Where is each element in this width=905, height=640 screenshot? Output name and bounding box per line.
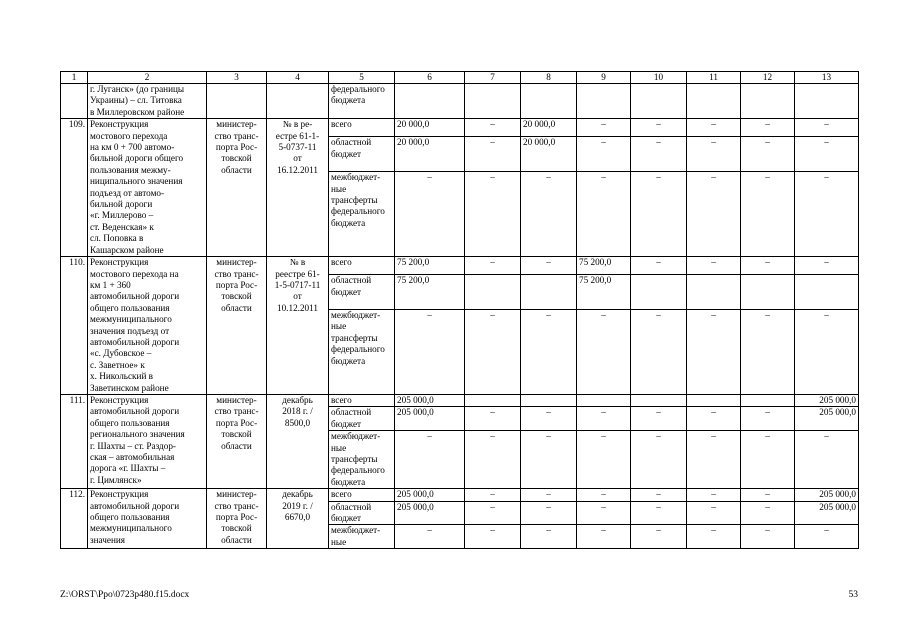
value-cell: –: [577, 525, 631, 549]
value-cell: –: [577, 407, 631, 431]
text-line: ные: [331, 183, 347, 194]
text-line: 16.12.2011: [276, 164, 318, 175]
value-cell: [741, 394, 795, 406]
value-cell: –: [687, 119, 741, 137]
text-line: межбюджет-: [331, 172, 381, 183]
column-header-2: 2: [88, 72, 207, 84]
value-cell: –: [577, 172, 631, 257]
text-line: ные: [331, 321, 347, 332]
text-line: федерального: [331, 344, 385, 355]
value-cell: –: [795, 525, 859, 549]
value-cell: 20 000,0: [395, 119, 465, 137]
value-cell: –: [521, 525, 577, 549]
value-cell: –: [795, 172, 859, 257]
organization-cell: [207, 84, 267, 119]
value-cell: [687, 275, 741, 310]
value-cell: 205 000,0: [395, 501, 465, 525]
text-line: порта Рос-: [215, 512, 258, 523]
text-line: общего пользования: [90, 302, 170, 313]
text-line: федерального: [331, 465, 385, 476]
text-line: Заветинском районе: [90, 382, 169, 393]
value-cell: –: [577, 137, 631, 172]
value-cell: –: [465, 407, 521, 431]
value-cell: –: [465, 172, 521, 257]
value-cell: [521, 394, 577, 406]
text-line: товской: [221, 523, 252, 534]
table-row: [61, 394, 859, 406]
value-cell: –: [521, 257, 577, 275]
program-table: [60, 71, 859, 549]
text-line: автомобильной дороги: [90, 406, 180, 417]
text-line: бюджета: [331, 355, 366, 366]
value-cell: –: [465, 310, 521, 395]
value-cell: –: [741, 431, 795, 489]
text-line: пользования межму-: [90, 164, 171, 175]
text-line: министер-: [216, 119, 257, 130]
value-cell: –: [741, 489, 795, 501]
value-cell: –: [631, 310, 687, 395]
document-cell: [267, 489, 329, 549]
column-header-4: 4: [267, 72, 329, 84]
value-cell: [577, 394, 631, 406]
table-row: [61, 257, 859, 275]
column-header-12: 12: [741, 72, 795, 84]
text-line: ство транс-: [214, 500, 259, 511]
text-line: № в ре-: [282, 119, 313, 130]
value-cell: 75 200,0: [577, 275, 631, 310]
value-cell: –: [687, 257, 741, 275]
column-header-7: 7: [465, 72, 521, 84]
row-number: 109.: [61, 119, 88, 257]
funding-source-cell: [329, 310, 395, 395]
value-cell: –: [631, 431, 687, 489]
value-cell: –: [687, 407, 741, 431]
text-line: Украины) – сл. Титовка: [90, 95, 182, 106]
value-cell: –: [465, 119, 521, 137]
value-cell: [741, 275, 795, 310]
text-line: 2019 г. /: [282, 500, 313, 511]
organization-cell: [207, 119, 267, 257]
column-header-10: 10: [631, 72, 687, 84]
value-cell: –: [395, 525, 465, 549]
value-cell: [465, 275, 521, 310]
organization-cell: [207, 257, 267, 395]
text-line: бюджет: [331, 513, 362, 524]
column-header-11: 11: [687, 72, 741, 84]
organization-cell: [207, 394, 267, 488]
column-header-5: 5: [329, 72, 395, 84]
value-cell: –: [395, 310, 465, 395]
value-cell: –: [577, 310, 631, 395]
text-line: трансферты: [331, 332, 378, 343]
funding-source-cell: [329, 119, 395, 137]
document-cell: [267, 257, 329, 395]
value-cell: –: [795, 431, 859, 489]
text-line: министер-: [216, 257, 257, 268]
row-number: 110.: [61, 257, 88, 395]
text-line: в Миллеровском районе: [90, 106, 185, 117]
text-line: межмуниципального: [90, 523, 172, 534]
funding-source-cell: [329, 137, 395, 172]
value-cell: –: [631, 407, 687, 431]
text-line: регионального значения: [90, 429, 185, 440]
value-cell: [465, 84, 521, 119]
value-cell: –: [795, 119, 859, 137]
value-cell: 205 000,0: [395, 489, 465, 501]
value-cell: [521, 275, 577, 310]
text-line: министер-: [216, 489, 257, 500]
value-cell: –: [521, 407, 577, 431]
value-cell: 205 000,0: [795, 407, 859, 431]
text-line: ство транс-: [214, 406, 259, 417]
text-line: г. Луганск» (до границы: [90, 84, 185, 94]
text-line: ст. Веденская» к: [90, 221, 154, 232]
value-cell: –: [465, 525, 521, 549]
document-cell: [267, 119, 329, 257]
value-cell: –: [465, 431, 521, 489]
value-cell: –: [687, 489, 741, 501]
text-line: области: [221, 440, 252, 451]
value-cell: –: [395, 172, 465, 257]
funding-source-cell: [329, 84, 395, 119]
funding-source-cell: [329, 431, 395, 489]
text-line: с. Заветное» к: [90, 359, 145, 370]
value-cell: –: [631, 119, 687, 137]
page-number: 53: [848, 590, 858, 600]
text-line: межбюджет-: [331, 525, 381, 536]
object-name-cell: [88, 84, 207, 119]
row-number: [61, 84, 88, 119]
value-cell: [395, 84, 465, 119]
funding-source-cell: [329, 257, 395, 275]
object-name-cell: [88, 489, 207, 549]
document-cell: [267, 394, 329, 488]
text-line: мостового перехода: [90, 130, 168, 141]
value-cell: 205 000,0: [795, 489, 859, 501]
value-cell: 205 000,0: [795, 501, 859, 525]
text-line: декабрь: [282, 394, 313, 405]
text-line: значения: [90, 534, 126, 545]
value-cell: –: [577, 501, 631, 525]
text-line: № в: [289, 257, 306, 268]
value-cell: 205 000,0: [395, 407, 465, 431]
text-line: трансферты: [331, 195, 378, 205]
header-row: [61, 72, 859, 84]
text-line: ство транс-: [214, 268, 259, 279]
text-line: бильной дороги: [90, 199, 153, 210]
text-line: от: [293, 153, 302, 164]
value-cell: –: [631, 525, 687, 549]
text-line: Реконструкция: [90, 394, 149, 405]
value-cell: –: [631, 501, 687, 525]
value-cell: –: [687, 310, 741, 395]
value-cell: –: [577, 489, 631, 501]
value-cell: [631, 394, 687, 406]
text-line: автомобильной дороги: [90, 336, 180, 347]
value-cell: –: [521, 310, 577, 395]
value-cell: –: [741, 119, 795, 137]
text-line: бильной дороги общего: [90, 153, 184, 164]
value-cell: [577, 84, 631, 119]
continuation-row: [61, 84, 859, 119]
value-cell: –: [741, 407, 795, 431]
text-line: ные: [331, 442, 347, 453]
funding-source-cell: [329, 489, 395, 501]
column-header-1: 1: [61, 72, 88, 84]
value-cell: –: [521, 172, 577, 257]
value-cell: –: [521, 489, 577, 501]
text-line: Реконструкция: [90, 257, 149, 268]
value-cell: [687, 394, 741, 406]
text-line: товской: [221, 429, 252, 440]
object-name-cell: [88, 257, 207, 395]
text-line: Реконструкция: [90, 489, 149, 500]
value-cell: –: [631, 489, 687, 501]
text-line: межмуниципального: [90, 314, 172, 325]
text-line: «с. Дубовское –: [90, 348, 152, 359]
value-cell: 75 200,0: [577, 257, 631, 275]
text-line: подъезд от автомо-: [90, 187, 165, 198]
object-name-cell: [88, 119, 207, 257]
text-line: товской: [221, 291, 252, 302]
value-cell: 205 000,0: [395, 394, 465, 406]
text-line: области: [221, 534, 252, 545]
value-cell: –: [687, 525, 741, 549]
value-cell: –: [687, 172, 741, 257]
value-cell: [687, 84, 741, 119]
funding-source-cell: [329, 407, 395, 431]
text-line: 6670,0: [284, 512, 311, 523]
value-cell: –: [631, 257, 687, 275]
funding-source-cell: [329, 275, 395, 310]
row-number: 111.: [61, 394, 88, 488]
value-cell: –: [795, 310, 859, 395]
text-line: реестре 61-: [275, 268, 320, 279]
value-cell: [631, 84, 687, 119]
value-cell: –: [741, 257, 795, 275]
text-line: федерального: [331, 206, 385, 217]
text-line: товской: [221, 153, 252, 164]
text-line: автомобильной дороги: [90, 500, 180, 511]
text-line: значения подъезд от: [90, 325, 170, 336]
text-line: г. Цимлянск»: [90, 474, 142, 485]
text-line: всего: [331, 394, 352, 405]
document-cell: [267, 84, 329, 119]
text-line: общего пользования: [90, 417, 170, 428]
text-line: бюджет: [331, 286, 362, 297]
text-line: министер-: [216, 394, 257, 405]
text-line: 10.12.2011: [276, 302, 318, 313]
text-line: сл. Поповка в: [90, 233, 144, 244]
value-cell: [795, 275, 859, 310]
text-line: всего: [331, 489, 352, 500]
text-line: 2018 г. /: [282, 406, 313, 417]
text-line: 1-5-0717-11: [274, 279, 321, 290]
value-cell: 205 000,0: [795, 394, 859, 406]
value-cell: [521, 84, 577, 119]
value-cell: –: [687, 431, 741, 489]
row-number: 112.: [61, 489, 88, 549]
text-line: г. Шахты – ст. Раздор-: [90, 440, 176, 451]
text-line: трансферты: [331, 454, 378, 464]
text-line: областной: [331, 407, 372, 418]
text-line: порта Рос-: [215, 417, 258, 428]
value-cell: –: [465, 257, 521, 275]
text-line: всего: [331, 257, 352, 268]
value-cell: –: [577, 119, 631, 137]
text-line: х. Никольский в: [90, 371, 153, 382]
text-line: 5-0737-11: [278, 142, 317, 153]
value-cell: 75 200,0: [395, 275, 465, 310]
value-cell: –: [687, 137, 741, 172]
file-path: Z:\ORST\Ppo\0723p480.f15.docx: [60, 590, 190, 600]
text-line: ные: [331, 536, 347, 547]
funding-source-cell: [329, 394, 395, 406]
text-line: бюджета: [331, 476, 366, 487]
column-header-9: 9: [577, 72, 631, 84]
column-header-3: 3: [207, 72, 267, 84]
value-cell: [631, 275, 687, 310]
value-cell: 75 200,0: [395, 257, 465, 275]
funding-source-cell: [329, 172, 395, 257]
text-line: областной: [331, 501, 372, 512]
text-line: бюджета: [331, 95, 366, 106]
value-cell: –: [521, 501, 577, 525]
value-cell: –: [795, 257, 859, 275]
value-cell: –: [741, 172, 795, 257]
text-line: федерального: [331, 84, 385, 94]
text-line: ниципального значения: [90, 176, 183, 187]
value-cell: [795, 84, 859, 119]
column-header-6: 6: [395, 72, 465, 84]
value-cell: –: [795, 137, 859, 172]
text-line: порта Рос-: [215, 279, 258, 290]
text-line: порта Рос-: [215, 142, 258, 153]
value-cell: [741, 84, 795, 119]
text-line: автомобильной дороги: [90, 291, 180, 302]
value-cell: [465, 394, 521, 406]
table-row: [61, 489, 859, 501]
value-cell: –: [577, 431, 631, 489]
value-cell: –: [465, 489, 521, 501]
text-line: бюджет: [331, 148, 362, 159]
text-line: областной: [331, 275, 372, 286]
funding-source-cell: [329, 525, 395, 549]
funding-source-cell: [329, 501, 395, 525]
value-cell: –: [741, 137, 795, 172]
organization-cell: [207, 489, 267, 549]
text-line: мостового перехода на: [90, 268, 179, 279]
value-cell: 20 000,0: [395, 137, 465, 172]
text-line: ская – автомобильная: [90, 452, 175, 462]
value-cell: –: [631, 137, 687, 172]
text-line: км 1 + 360: [90, 279, 131, 290]
text-line: областной: [331, 137, 372, 148]
value-cell: 20 000,0: [521, 119, 577, 137]
value-cell: –: [741, 525, 795, 549]
value-cell: –: [631, 172, 687, 257]
text-line: межбюджет-: [331, 431, 381, 442]
value-cell: –: [741, 310, 795, 395]
text-line: дорога «г. Шахты –: [90, 463, 166, 474]
text-line: Кашарском районе: [90, 244, 164, 255]
text-line: Реконструкция: [90, 119, 149, 130]
value-cell: –: [395, 431, 465, 489]
text-line: области: [221, 164, 252, 175]
object-name-cell: [88, 394, 207, 488]
text-line: межбюджет-: [331, 310, 381, 321]
column-header-8: 8: [521, 72, 577, 84]
text-line: 8500,0: [284, 417, 311, 428]
text-line: декабрь: [282, 489, 313, 500]
value-cell: –: [741, 501, 795, 525]
text-line: области: [221, 302, 252, 313]
value-cell: 20 000,0: [521, 137, 577, 172]
text-line: общего пользования: [90, 512, 170, 523]
text-line: естре 61-1-: [275, 130, 320, 141]
value-cell: –: [521, 431, 577, 489]
table-row: [61, 119, 859, 137]
text-line: всего: [331, 119, 352, 130]
value-cell: –: [465, 501, 521, 525]
text-line: на км 0 + 700 автомо-: [90, 142, 175, 153]
value-cell: –: [465, 137, 521, 172]
column-header-13: 13: [795, 72, 859, 84]
text-line: бюджета: [331, 217, 366, 228]
text-line: бюджет: [331, 418, 362, 429]
value-cell: –: [687, 501, 741, 525]
text-line: «г. Миллерово –: [90, 210, 154, 221]
text-line: ство транс-: [214, 130, 259, 141]
text-line: от: [293, 291, 302, 302]
